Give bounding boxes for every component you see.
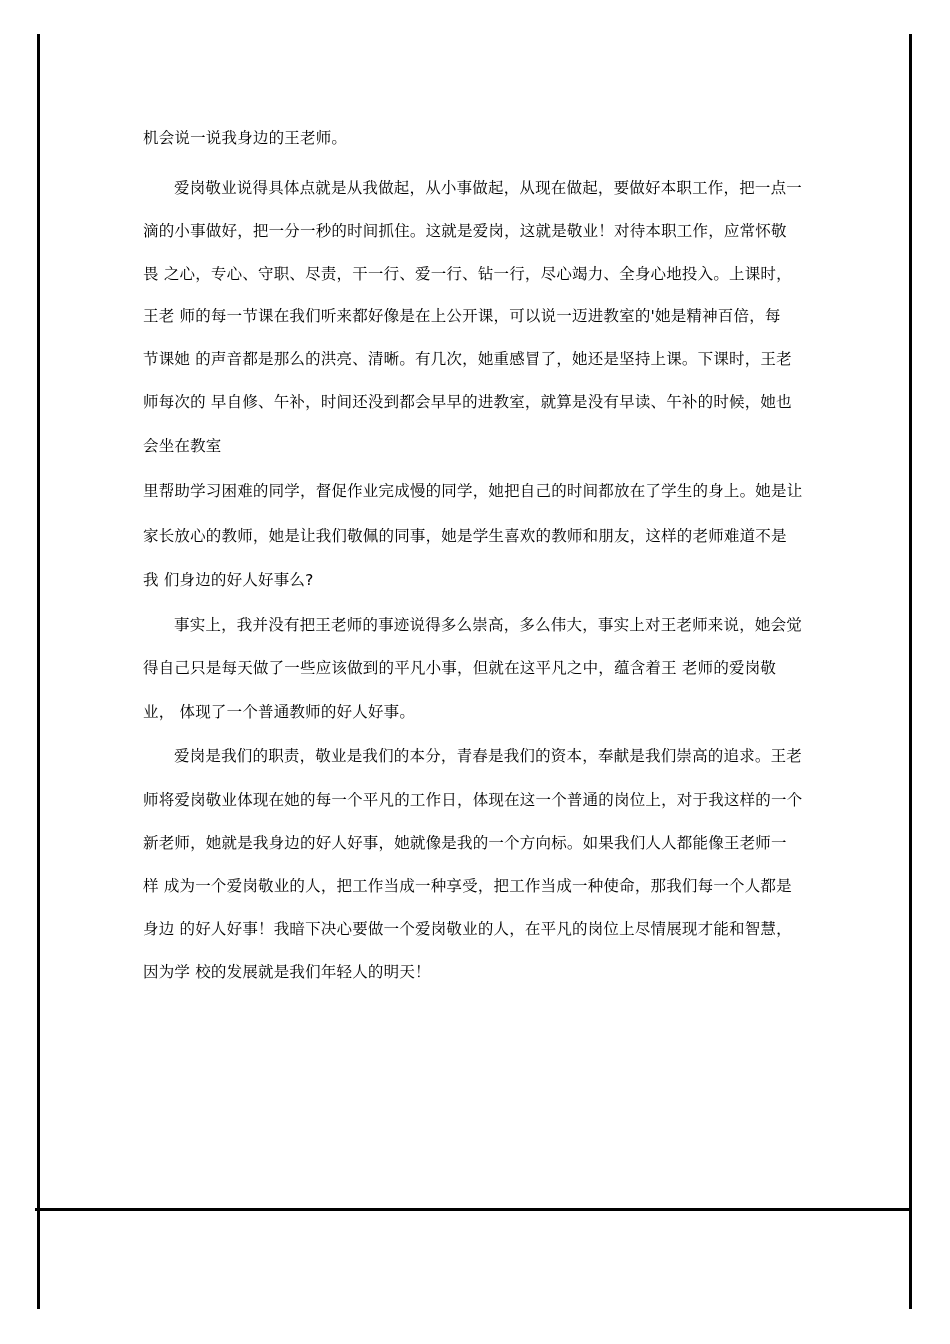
text-line: 样 成为一个爱岗敬业的人，把工作当成一种享受，把工作当成一种使命，那我们每一个人都是 [143, 877, 792, 895]
paragraph-first-line: 爱岗是我们的职责，敬业是我们的本分，青春是我们的资本，奉献是我们崇高的追求。王老 [174, 747, 803, 765]
paragraph-first-line: 爱岗敬业说得具体点就是从我做起，从小事做起，从现在做起，要做好本职工作，把一点一 [174, 179, 803, 197]
text-line: 节课她 的声音都是那么的洪亮、清晰。有几次，她重感冒了，她还是坚持上课。下课时，王老 [143, 350, 792, 368]
paragraph-first-line: 事实上，我并没有把王老师的事迹说得多么崇高，多么伟大，事实上对王老师来说，她会觉 [174, 616, 803, 634]
text-line: 会坐在教室 [143, 437, 222, 455]
text-line: 新老师，她就是我身边的好人好事，她就像是我的一个方向标。如果我们人人都能像王老师一 [143, 834, 787, 852]
text-line: 里帮助学习困难的同学，督促作业完成慢的同学，她把自己的时间都放在了学生的身上。她是让 [143, 482, 803, 500]
text-line: 王老 师的每一节课在我们听来都好像是在上公开课，可以说一迈进教室的'她是精神百倍，每 [143, 307, 781, 325]
text-line: 师每次的 早自修、午补，时间还没到都会早早的进教室，就算是没有早读、午补的时候，她也 [143, 393, 792, 411]
text-line: 机会说一说我身边的王老师。 [143, 129, 348, 147]
page-border-right [909, 34, 912, 1309]
text-line: 身边 的好人好事！我暗下决心要做一个爱岗敬业的人，在平凡的岗位上尽情展现才能和智慧， [143, 920, 792, 938]
page-border-bottom [35, 1208, 912, 1211]
text-line: 因为学 校的发展就是我们年轻人的明天！ [143, 963, 431, 981]
text-line: 我 们身边的好人好事么? [143, 571, 314, 589]
page-border-left [37, 34, 40, 1309]
text-line: 家长放心的教师，她是让我们敬佩的同事，她是学生喜欢的教师和朋友，这样的老师难道不是 [143, 527, 787, 545]
text-line: 畏 之心，专心、守职、尽责，干一行、爱一行、钻一行，尽心竭力、全身心地投入。上课时， [143, 265, 792, 283]
text-line: 滴的小事做好，把一分一秒的时间抓住。这就是爱岗，这就是敬业！对待本职工作，应常怀敬 [143, 222, 787, 240]
text-line: 得自己只是每天做了一些应该做到的平凡小事，但就在这平凡之中，蕴含着王 老师的爱岗敬 [143, 659, 777, 677]
text-line: 业， 体现了一个普通教师的好人好事。 [143, 703, 416, 721]
text-line: 师将爱岗敬业体现在她的每一个平凡的工作日，体现在这一个普通的岗位上，对于我这样的一个 [143, 791, 803, 809]
